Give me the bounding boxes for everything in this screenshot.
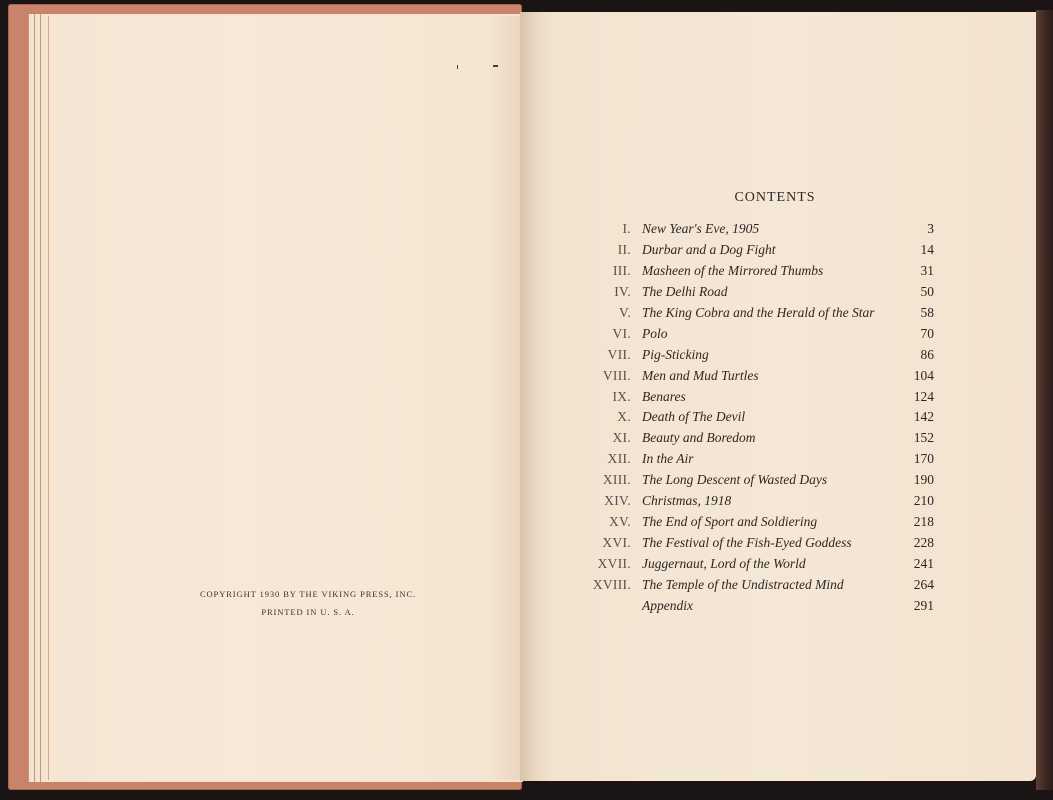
- chapter-numeral: XIV.: [604, 493, 631, 509]
- chapter-title: The King Cobra and the Herald of the Star: [642, 304, 875, 320]
- page-number: 170: [913, 451, 934, 467]
- chapter-numeral: IV.: [614, 283, 631, 299]
- chapter-title: Christmas, 1918: [642, 493, 732, 509]
- chapter-title: Beauty and Boredom: [642, 430, 756, 446]
- page-number: 3: [927, 221, 934, 236]
- toc-entry: [560, 261, 940, 282]
- chapter-title: Polo: [642, 325, 668, 341]
- chapter-numeral: III.: [612, 262, 631, 278]
- page-number: 31: [920, 262, 934, 278]
- page-number: 190: [913, 472, 934, 488]
- page-number: 218: [913, 514, 934, 530]
- chapter-title: Benares: [642, 388, 686, 404]
- toc-entry: [560, 366, 940, 387]
- page-number: 264: [913, 576, 934, 592]
- toc-entry: [560, 428, 940, 449]
- chapter-title: In the Air: [642, 451, 694, 467]
- table-of-contents: [560, 219, 940, 617]
- page-number: 210: [913, 493, 934, 509]
- paper-speck: [457, 65, 458, 69]
- page-number: 86: [920, 346, 934, 362]
- chapter-title: Pig-Sticking: [642, 346, 709, 362]
- page-number: 228: [913, 535, 934, 551]
- chapter-numeral: XI.: [612, 430, 631, 446]
- chapter-numeral: V.: [619, 304, 631, 320]
- printed-in-notice: PRINTED IN U. S. A.: [261, 607, 355, 617]
- chapter-title: Men and Mud Turtles: [642, 367, 759, 383]
- toc-entry: [560, 470, 940, 491]
- chapter-title: The Delhi Road: [642, 283, 728, 299]
- toc-entry: [560, 554, 940, 575]
- toc-entry: [560, 449, 940, 470]
- toc-entry: [560, 324, 940, 345]
- paper-speck: [493, 65, 498, 67]
- toc-entry: [560, 345, 940, 366]
- toc-entry: [560, 303, 940, 324]
- chapter-numeral: X.: [617, 409, 631, 425]
- page-number: 104: [913, 367, 934, 383]
- toc-entry: [560, 219, 940, 240]
- chapter-numeral: VI.: [612, 325, 631, 341]
- left-page: [48, 16, 521, 780]
- chapter-numeral: XVII.: [597, 556, 631, 571]
- chapter-numeral: XII.: [607, 451, 631, 467]
- chapter-title: The End of Sport and Soldiering: [642, 514, 818, 530]
- chapter-title: The Temple of the Undistracted Mind: [642, 576, 844, 592]
- chapter-numeral: XVIII.: [592, 576, 631, 592]
- toc-entry: [560, 512, 940, 533]
- toc-entry: [560, 282, 940, 303]
- page-shadow: [1036, 10, 1053, 790]
- chapter-title: Durbar and a Dog Fight: [642, 241, 776, 257]
- toc-entry: [560, 240, 940, 261]
- copyright-notice: COPYRIGHT 1930 BY THE VIKING PRESS, INC.: [199, 589, 417, 599]
- chapter-numeral: IX.: [612, 388, 631, 404]
- chapter-numeral: VII.: [607, 346, 631, 362]
- chapter-numeral: XVI.: [602, 535, 631, 551]
- toc-entry: [560, 533, 940, 554]
- chapter-title: The Long Descent of Wasted Days: [642, 472, 828, 488]
- toc-entry: [560, 387, 940, 408]
- page-number: 124: [913, 388, 934, 404]
- chapter-title: New Year's Eve, 1905: [642, 221, 760, 236]
- chapter-title: Juggernaut, Lord of the World: [642, 556, 806, 571]
- chapter-title: The Festival of the Fish-Eyed Goddess: [642, 535, 852, 551]
- chapter-numeral: VIII.: [602, 367, 631, 383]
- page-number: 291: [913, 597, 934, 613]
- contents-heading: CONTENTS: [734, 190, 816, 205]
- chapter-title: Masheen of the Mirrored Thumbs: [642, 262, 824, 278]
- chapter-numeral: I.: [622, 221, 631, 236]
- toc-entry-appendix: [560, 596, 940, 617]
- toc-entry: [560, 575, 940, 596]
- page-number: 241: [913, 556, 934, 571]
- chapter-numeral: XV.: [608, 514, 631, 530]
- page-number: 152: [913, 430, 934, 446]
- toc-entry: [560, 491, 940, 512]
- chapter-title: Appendix: [642, 597, 693, 613]
- toc-entry: [560, 407, 940, 428]
- chapter-numeral: XIII.: [602, 472, 631, 488]
- page-number: 50: [920, 283, 934, 299]
- page-number: 14: [920, 241, 934, 257]
- page-number: 142: [913, 409, 934, 425]
- page-number: 58: [920, 304, 934, 320]
- page-number: 70: [920, 325, 934, 341]
- chapter-numeral: II.: [617, 241, 631, 257]
- chapter-title: Death of The Devil: [642, 409, 746, 425]
